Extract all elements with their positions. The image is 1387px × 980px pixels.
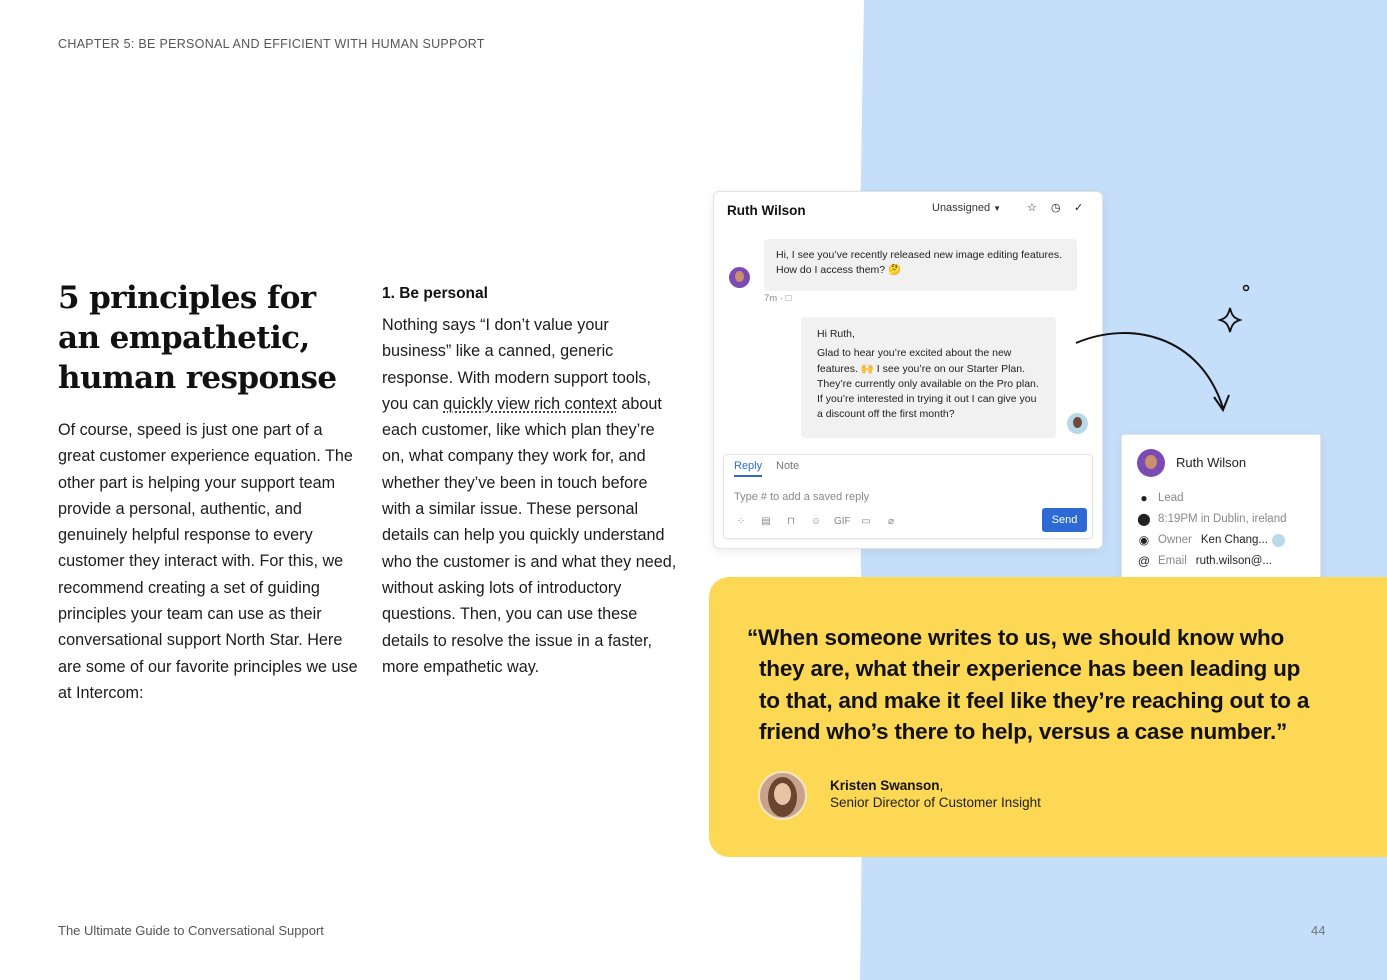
intro-paragraph: Of course, speed is just one part of a great customer experience equation. The other part is helping your support team provide a personal, authentic, and genuinely helpful response to every customer they interact with. For this, we recommend creating a set of guiding principles your team can use as their conversational support North Star. Here are some of our favorite principles we use at Intercom: xyxy=(58,421,358,702)
quote-line: they are, what their experience has been leading up xyxy=(759,656,1301,682)
profile-row-email xyxy=(1137,553,1272,569)
bookmark-icon[interactable]: ⊓ xyxy=(787,516,795,527)
message-meta: 7m · □ xyxy=(764,293,792,304)
author-avatar xyxy=(758,771,807,820)
tab-reply[interactable]: Reply xyxy=(734,460,762,477)
tab-note[interactable]: Note xyxy=(776,460,800,472)
chapter-header: CHAPTER 5: BE PERSONAL AND EFFICIENT WITH HUMAN SUPPORT xyxy=(58,37,485,51)
close-check-icon[interactable]: ✓ xyxy=(1074,202,1084,214)
author-role: Senior Director of Customer Insight xyxy=(830,795,1041,810)
chat-window xyxy=(713,191,1103,549)
profile-avatar xyxy=(1137,449,1165,477)
page-heading xyxy=(58,278,358,398)
attachment-icon[interactable]: ⌀ xyxy=(887,516,895,527)
email-label: Email xyxy=(1158,555,1187,567)
image-icon[interactable]: ▭ xyxy=(861,516,871,527)
quote-line: “When someone writes to us, we should know who xyxy=(747,625,1285,650)
profile-row-owner xyxy=(1137,532,1285,548)
reply-composer xyxy=(723,454,1093,539)
apps-icon[interactable]: ⁘ xyxy=(736,516,746,527)
principle-text: Nothing says “I don’t value your business” like a canned, generic response. With modern support tools, you can xyxy=(382,316,652,413)
owner-value[interactable]: Ken Chang... xyxy=(1200,534,1269,546)
principle-paragraph xyxy=(382,312,677,680)
profile-role: Lead xyxy=(1158,492,1184,504)
quote-line: friend who’s there to help, versus a case number.” xyxy=(759,718,1288,744)
star-icon[interactable]: ☆ xyxy=(1027,202,1037,214)
principle-text: about each customer, like which plan they’re on, what company they work for, and whether they’ve been in touch before with a similar issue. These personal details can help you quickly understand who the customer is and what they need, without asking lots of introductory questions. Then, you can use these details to resolve the issue in a faster, more empathetic way. xyxy=(382,394,677,676)
outgoing-greeting: Hi Ruth, xyxy=(817,328,855,340)
email-value[interactable]: ruth.wilson@... xyxy=(1195,555,1272,567)
customer-avatar xyxy=(729,267,750,288)
author-name-comma: , xyxy=(939,778,944,793)
heading-line: an empathetic, xyxy=(58,320,310,356)
profile-location: 8:19PM in Dublin, ireland xyxy=(1158,513,1287,525)
person-icon: ● xyxy=(1140,491,1148,505)
testimonial-quote xyxy=(747,622,1347,747)
author-name xyxy=(830,778,943,793)
reply-input[interactable]: Type # to add a saved reply xyxy=(734,491,870,503)
composer-toolbar xyxy=(734,516,898,527)
quote-line: to that, and make it feel like they’re reaching out to a xyxy=(759,687,1310,713)
location-pin-icon: ⬤ xyxy=(1137,512,1151,526)
assignee-label: Unassigned xyxy=(932,202,991,214)
conversation-contact-name: Ruth Wilson xyxy=(727,203,806,218)
gif-icon[interactable]: GIF xyxy=(834,516,851,527)
profile-row-location xyxy=(1137,511,1287,527)
owner-label: Owner xyxy=(1158,534,1192,546)
quote-card xyxy=(709,577,1387,857)
send-button[interactable]: Send xyxy=(1042,508,1087,532)
incoming-message: Hi, I see you’ve recently released new image editing features. How do I access them? 🤔 xyxy=(764,239,1077,291)
curved-arrow-doodle xyxy=(1060,280,1260,420)
principle-title: 1. Be personal xyxy=(382,285,488,302)
profile-row-role xyxy=(1137,490,1184,506)
snooze-clock-icon[interactable]: ◷ xyxy=(1051,202,1061,214)
owner-icon: ◉ xyxy=(1138,533,1150,547)
at-icon: @ xyxy=(1137,554,1151,568)
article-icon[interactable]: ▤ xyxy=(761,516,771,527)
owner-avatar xyxy=(1272,534,1285,547)
emoji-icon[interactable]: ☺ xyxy=(810,516,822,527)
rich-context-link[interactable]: quickly view rich context xyxy=(443,394,617,413)
caret-down-icon: ▼ xyxy=(993,204,1002,213)
heading-line: 5 principles for xyxy=(58,280,316,316)
profile-name: Ruth Wilson xyxy=(1176,455,1247,470)
heading-line: human response xyxy=(58,360,337,396)
outgoing-message xyxy=(801,317,1056,438)
assignee-dropdown[interactable] xyxy=(932,202,1001,214)
footer-guide-title: The Ultimate Guide to Conversational Support xyxy=(58,923,324,938)
outgoing-text: Glad to hear you’re excited about the new features. 🙌 I see you’re on our Starter Plan. They’re currently only available on the Pro plan. If you’re interested in trying it out I can give you a discount off the first month? xyxy=(817,347,1039,421)
author-name-text: Kristen Swanson xyxy=(830,778,940,793)
page-number: 44 xyxy=(1311,923,1326,938)
